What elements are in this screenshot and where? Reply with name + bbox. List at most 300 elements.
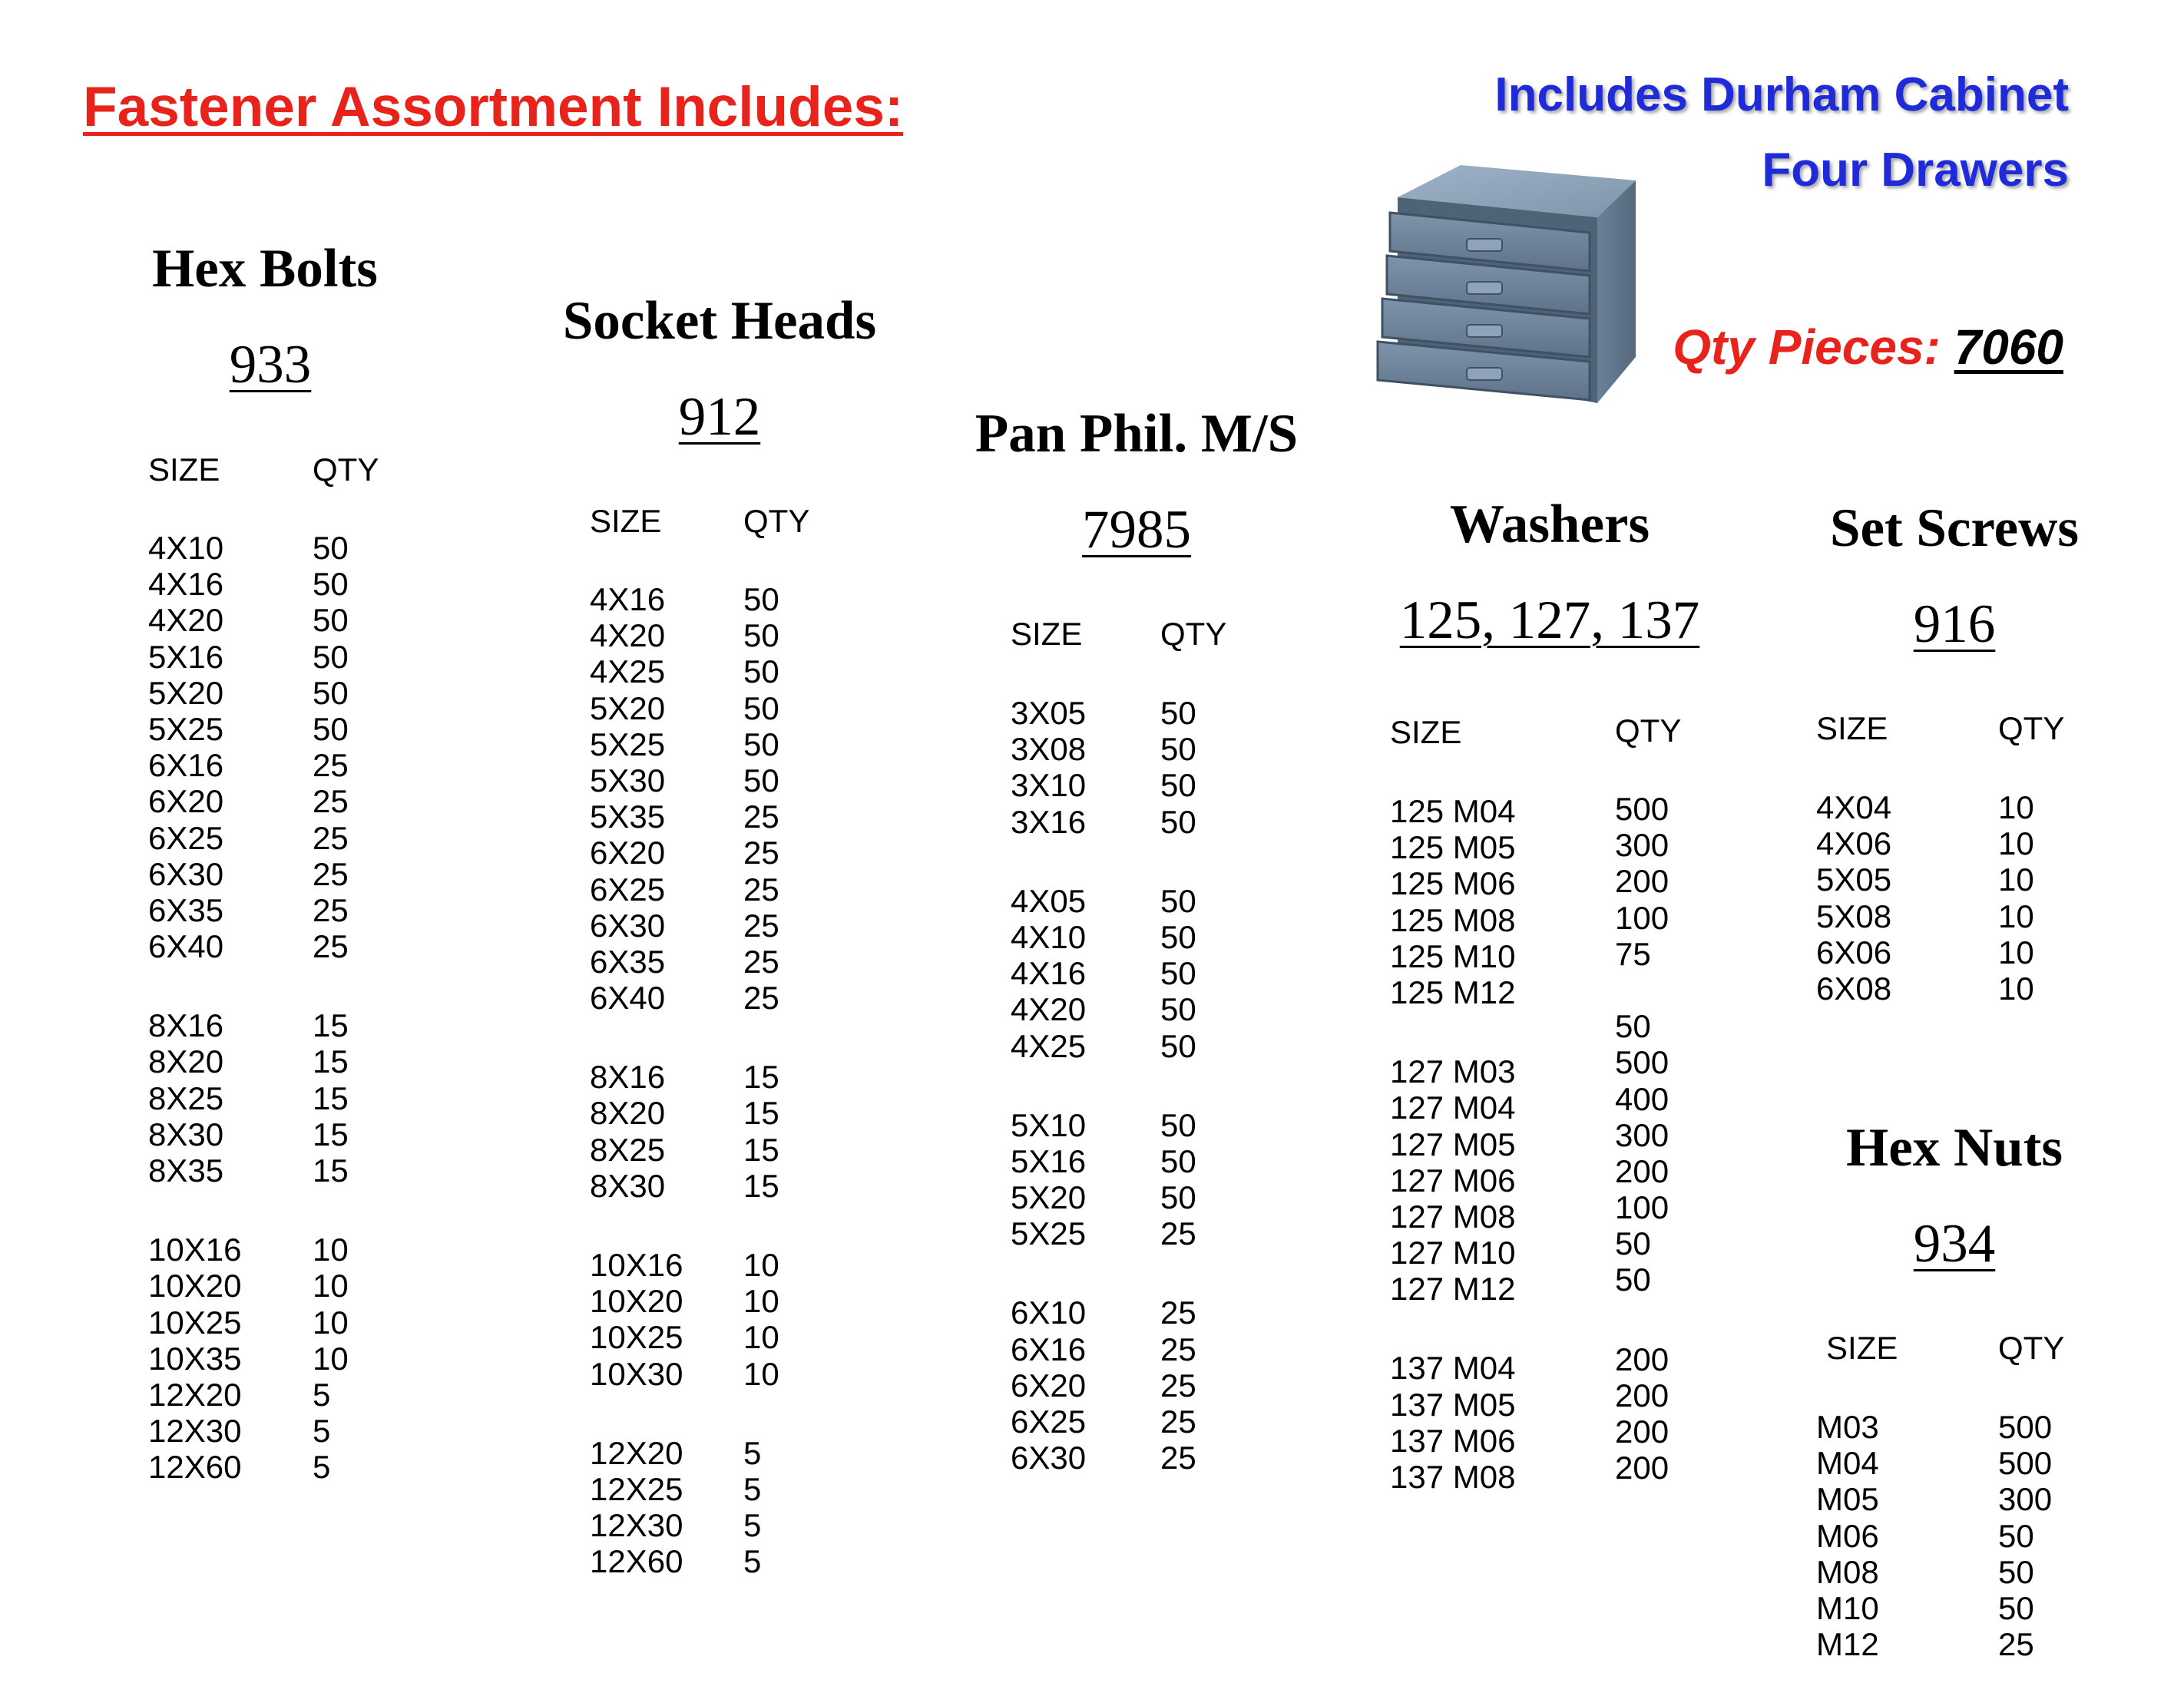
qty-cell: 50	[743, 653, 779, 690]
pan-phil-size-header: SIZE	[1011, 616, 1083, 652]
hex-nuts-title: Hex Nuts	[1845, 1118, 2063, 1178]
table-row	[1011, 695, 1196, 731]
list-item: 127 M12	[1390, 1271, 1516, 1308]
qty-cell: 5	[313, 1449, 331, 1486]
qty-cell: 15	[313, 1079, 349, 1116]
qty-cell: 50	[743, 762, 779, 798]
table-row	[148, 1268, 349, 1304]
size-cell: 6X06	[1816, 934, 1892, 970]
table-row	[1011, 1440, 1196, 1476]
list-item: 200	[1615, 1413, 1669, 1450]
set-screws-qty-header: QTY	[1998, 710, 2065, 746]
qty-cell: 10	[743, 1319, 779, 1356]
size-cell: 6X20	[590, 835, 666, 871]
size-cell: 6X40	[590, 980, 666, 1017]
group-gap	[1011, 840, 1086, 883]
size-cell: 12X20	[148, 1376, 242, 1413]
table-row	[1816, 1409, 2053, 1445]
group-gap	[590, 1392, 683, 1435]
pan-phil-table	[1011, 695, 1196, 1476]
table-row	[1011, 1179, 1196, 1216]
table-row	[1011, 991, 1196, 1028]
size-cell: 12X60	[590, 1543, 683, 1580]
size-cell: 6X10	[1011, 1294, 1087, 1331]
qty-cell: 15	[313, 1152, 349, 1189]
table-row	[1011, 731, 1196, 768]
list-item: 500	[1615, 791, 1669, 827]
table-row	[1011, 767, 1196, 804]
qty-cell: 25	[743, 943, 779, 980]
size-cell: M05	[1816, 1481, 1879, 1518]
table-row	[1011, 1215, 1196, 1252]
list-item: 50	[1615, 1225, 1651, 1262]
table-row	[148, 1340, 349, 1377]
table-row	[1816, 898, 2034, 934]
set-screws-title: Set Screws	[1829, 498, 2080, 558]
size-cell: 6X16	[1011, 1331, 1087, 1367]
table-row	[1011, 1403, 1196, 1440]
size-cell: 6X40	[148, 928, 224, 965]
qty-cell: 25	[1160, 1215, 1196, 1252]
qty-cell: 10	[1998, 789, 2034, 825]
size-cell: 5X16	[1011, 1142, 1087, 1179]
table-row	[590, 1543, 762, 1580]
qty-cell: 10	[1998, 898, 2034, 934]
size-cell: 5X20	[590, 689, 666, 726]
cabinet-line-2: Four Drawers	[1762, 144, 2069, 197]
list-item: 125 M08	[1390, 901, 1516, 938]
qty-cell: 10	[743, 1247, 779, 1283]
size-cell: 12X30	[590, 1507, 683, 1544]
hex-nuts-code: 934	[1913, 1214, 1996, 1274]
qty-cell: 15	[743, 1167, 779, 1204]
table-row	[148, 1152, 349, 1189]
size-cell: 10X20	[590, 1283, 683, 1320]
qty-cell: 300	[1998, 1481, 2053, 1518]
qty-cell: 10	[313, 1340, 349, 1377]
table-row	[590, 1095, 779, 1132]
table-row	[590, 1434, 762, 1471]
table-row	[1011, 918, 1196, 955]
size-cell: 10X35	[148, 1340, 242, 1377]
table-row	[590, 762, 779, 798]
table-row	[590, 726, 779, 762]
washers-qty-header: QTY	[1615, 712, 1682, 749]
size-cell: 6X30	[148, 855, 224, 892]
size-cell: 4X06	[1816, 825, 1892, 862]
table-row	[148, 928, 349, 965]
qty-cell: 25	[743, 871, 779, 908]
table-row	[148, 710, 349, 747]
pan-phil-qty-header: QTY	[1160, 616, 1227, 652]
size-cell: 4X05	[1011, 882, 1087, 919]
page-title: Fastener Assortment Includes:	[83, 76, 904, 138]
table-row	[1011, 882, 1196, 919]
qty-cell: 50	[1160, 955, 1196, 992]
hex-nuts-qty-header: QTY	[1998, 1330, 2065, 1366]
size-cell: 5X08	[1816, 898, 1892, 934]
table-row	[590, 1059, 779, 1096]
table-row	[148, 1079, 349, 1116]
group-gap	[148, 1189, 241, 1232]
qty-cell: 50	[313, 530, 349, 566]
qty-cell: 50	[1998, 1553, 2034, 1590]
qty-cell: 15	[743, 1131, 779, 1168]
washers-size-header: SIZE	[1390, 714, 1462, 750]
table-row	[1011, 1106, 1196, 1143]
size-cell: 8X25	[148, 1079, 224, 1116]
table-row	[1816, 1517, 2034, 1554]
washers-title: Washers	[1449, 494, 1650, 554]
table-row	[148, 1232, 349, 1268]
table-row	[148, 1376, 331, 1413]
size-cell: 6X20	[1011, 1367, 1087, 1403]
group-gap	[1011, 1064, 1086, 1107]
table-row	[590, 1131, 779, 1168]
list-item: 137 M05	[1390, 1386, 1516, 1423]
table-row	[590, 617, 779, 654]
size-cell: M03	[1816, 1409, 1879, 1445]
list-item: 400	[1615, 1080, 1669, 1117]
table-row	[590, 1247, 779, 1283]
qty-cell: 25	[1160, 1440, 1196, 1476]
qty-cell: 50	[1160, 1027, 1196, 1064]
table-row	[148, 1116, 349, 1152]
qty-cell: 25	[1160, 1367, 1196, 1403]
table-row	[148, 855, 349, 892]
table-row	[1816, 970, 2034, 1007]
size-cell: 5X25	[1011, 1215, 1087, 1252]
table-row	[1816, 1553, 2034, 1590]
table-row	[148, 1043, 349, 1080]
table-row	[1011, 803, 1196, 840]
size-cell: 3X10	[1011, 767, 1087, 804]
size-cell: 6X25	[1011, 1403, 1087, 1440]
washers-qty-column	[1615, 791, 1669, 1486]
size-cell: 8X16	[590, 1059, 666, 1096]
group-gap	[1390, 1010, 1515, 1053]
qty-cell: 50	[1998, 1589, 2034, 1626]
table-row	[1816, 1445, 2053, 1482]
qty-cell: 50	[743, 726, 779, 762]
qty-cell: 50	[1160, 1179, 1196, 1216]
socket-heads-qty-header: QTY	[743, 503, 810, 539]
size-cell: 12X25	[590, 1470, 683, 1507]
qty-cell: 50	[1160, 1142, 1196, 1179]
table-row	[590, 798, 779, 835]
table-row	[590, 980, 779, 1017]
qty-cell: 50	[313, 638, 349, 675]
size-cell: 6X25	[148, 819, 224, 856]
size-cell: 5X16	[148, 638, 224, 675]
table-row	[1816, 1626, 2034, 1663]
qty-cell: 50	[313, 566, 349, 603]
size-cell: 5X25	[590, 726, 666, 762]
size-cell: 4X25	[1011, 1027, 1087, 1064]
set-screws-size-header: SIZE	[1816, 710, 1888, 746]
qty-cell: 25	[1160, 1403, 1196, 1440]
qty-cell: 5	[313, 1376, 331, 1413]
size-cell: 10X25	[590, 1319, 683, 1356]
qty-cell: 25	[313, 855, 349, 892]
washers-code: 125, 127, 137	[1399, 590, 1700, 650]
group-gap	[590, 1016, 683, 1059]
table-row	[148, 747, 349, 784]
washers-size-column	[1390, 793, 1515, 1495]
qty-cell: 50	[1160, 803, 1196, 840]
socket-heads-code: 912	[678, 387, 761, 447]
size-cell: 8X20	[590, 1095, 666, 1132]
list-item: 50	[1615, 1261, 1651, 1298]
size-cell: 6X16	[148, 747, 224, 784]
table-row	[1011, 955, 1196, 992]
table-row	[590, 1167, 779, 1204]
table-row	[148, 638, 349, 675]
qty-cell: 50	[1998, 1517, 2034, 1554]
table-row	[148, 1449, 331, 1486]
qty-cell: 10	[313, 1304, 349, 1341]
size-cell: 4X04	[1816, 789, 1892, 825]
qty-cell: 25	[313, 747, 349, 784]
qty-cell: 5	[743, 1543, 762, 1580]
qty-cell: 10	[1998, 825, 2034, 862]
size-cell: 4X25	[590, 653, 666, 690]
group-gap	[1011, 1251, 1086, 1294]
size-cell: 6X30	[590, 907, 666, 944]
list-item: 200	[1615, 1450, 1669, 1486]
size-cell: 4X10	[148, 530, 224, 566]
group-gap	[1390, 1307, 1515, 1350]
list-item: 75	[1615, 935, 1651, 972]
size-cell: 10X25	[148, 1304, 242, 1341]
qty-cell: 10	[743, 1355, 779, 1392]
table-row	[148, 1007, 349, 1044]
table-row	[1816, 1589, 2034, 1626]
table-row	[590, 689, 779, 726]
list-item: 200	[1615, 863, 1669, 900]
qty-cell: 25	[313, 819, 349, 856]
table-row	[148, 1304, 349, 1341]
pan-phil-title: Pan Phil. M/S	[975, 404, 1299, 464]
size-cell: M12	[1816, 1626, 1879, 1663]
qty-pieces-label: Qty Pieces:	[1673, 319, 1941, 375]
size-cell: 8X16	[148, 1007, 224, 1044]
list-item: 500	[1615, 1044, 1669, 1081]
table-row	[1011, 1367, 1196, 1403]
size-cell: 12X20	[590, 1434, 683, 1471]
hex-nuts-size-header: SIZE	[1826, 1330, 1898, 1366]
size-cell: 4X16	[1011, 955, 1087, 992]
table-row	[590, 1507, 762, 1544]
hex-bolts-qty-header: QTY	[313, 451, 379, 488]
size-cell: 3X08	[1011, 731, 1087, 768]
size-cell: M04	[1816, 1445, 1879, 1482]
qty-cell: 50	[313, 602, 349, 639]
table-row	[1816, 861, 2034, 898]
list-item: 300	[1615, 1116, 1669, 1153]
size-cell: M08	[1816, 1553, 1879, 1590]
size-cell: 5X35	[590, 798, 666, 835]
size-cell: 5X05	[1816, 861, 1892, 898]
size-cell: 6X08	[1816, 970, 1892, 1007]
size-cell: 6X30	[1011, 1440, 1087, 1476]
hex-bolts-title: Hex Bolts	[152, 239, 378, 299]
pan-phil-code: 7985	[1082, 500, 1191, 560]
qty-cell: 50	[743, 617, 779, 654]
list-item: 127 M03	[1390, 1053, 1516, 1090]
qty-cell: 25	[743, 907, 779, 944]
cabinet-line-1: Includes Durham Cabinet	[1494, 68, 2069, 121]
size-cell: 10X20	[148, 1268, 242, 1304]
qty-cell: 5	[743, 1470, 762, 1507]
list-item: 100	[1615, 899, 1669, 936]
size-cell: 10X16	[148, 1232, 242, 1268]
qty-cell: 5	[743, 1434, 762, 1471]
size-cell: 10X16	[590, 1247, 683, 1283]
table-row	[1011, 1142, 1196, 1179]
list-item: 300	[1615, 827, 1669, 864]
qty-cell: 15	[743, 1059, 779, 1096]
table-row	[148, 602, 349, 639]
qty-cell: 25	[313, 891, 349, 928]
qty-pieces	[1673, 319, 2063, 375]
size-cell: 8X30	[148, 1116, 224, 1152]
hex-bolts-size-header: SIZE	[148, 451, 220, 488]
size-cell: 5X30	[590, 762, 666, 798]
qty-cell: 15	[313, 1043, 349, 1080]
list-item: 137 M04	[1390, 1350, 1516, 1387]
table-row	[590, 907, 779, 944]
size-cell: 4X20	[1011, 991, 1087, 1028]
table-row	[148, 1413, 331, 1450]
list-item: 137 M08	[1390, 1459, 1516, 1495]
qty-cell: 50	[743, 689, 779, 726]
list-item: 200	[1615, 1341, 1669, 1377]
table-row	[1011, 1027, 1196, 1064]
list-item: 127 M08	[1390, 1198, 1516, 1235]
qty-cell: 25	[1160, 1294, 1196, 1331]
qty-cell: 15	[743, 1095, 779, 1132]
drawer-cabinet-image	[1359, 157, 1643, 422]
qty-cell: 15	[313, 1007, 349, 1044]
qty-cell: 25	[313, 783, 349, 820]
hex-bolts-code: 933	[229, 335, 312, 395]
hex-nuts-table	[1816, 1409, 2053, 1663]
size-cell: 4X10	[1011, 918, 1087, 955]
qty-cell: 25	[743, 798, 779, 835]
qty-cell: 50	[1160, 991, 1196, 1028]
qty-cell: 15	[313, 1116, 349, 1152]
table-row	[590, 871, 779, 908]
size-cell: 10X30	[590, 1355, 683, 1392]
table-row	[148, 819, 349, 856]
size-cell: 5X20	[1011, 1179, 1087, 1216]
table-row	[148, 783, 349, 820]
size-cell: 3X16	[1011, 803, 1087, 840]
list-item: 127 M10	[1390, 1235, 1516, 1271]
set-screws-code: 916	[1913, 594, 1996, 654]
table-row	[1011, 1294, 1196, 1331]
qty-cell: 10	[313, 1232, 349, 1268]
size-cell: 4X20	[148, 602, 224, 639]
size-cell: 4X16	[148, 566, 224, 603]
size-cell: 4X20	[590, 617, 666, 654]
list-item: 200	[1615, 1377, 1669, 1413]
list-item: 125 M04	[1390, 793, 1516, 829]
qty-cell: 5	[313, 1413, 331, 1450]
size-cell: 8X20	[148, 1043, 224, 1080]
socket-heads-size-header: SIZE	[590, 503, 662, 539]
size-cell: 8X30	[590, 1167, 666, 1204]
socket-heads-title: Socket Heads	[562, 291, 877, 351]
qty-cell: 25	[743, 980, 779, 1017]
list-item: 127 M05	[1390, 1126, 1516, 1162]
list-item: 125 M06	[1390, 865, 1516, 902]
group-gap	[1615, 1298, 1669, 1341]
qty-cell: 10	[313, 1268, 349, 1304]
list-item: 137 M06	[1390, 1422, 1516, 1459]
table-row	[148, 566, 349, 603]
size-cell: 4X16	[590, 581, 666, 617]
group-gap	[590, 1204, 683, 1247]
qty-cell: 50	[743, 581, 779, 617]
table-row	[1816, 934, 2034, 970]
size-cell: 6X35	[148, 891, 224, 928]
size-cell: 5X25	[148, 710, 224, 747]
size-cell: 8X25	[590, 1131, 666, 1168]
size-cell: 12X30	[148, 1413, 242, 1450]
table-row	[1816, 1481, 2053, 1518]
group-gap	[148, 964, 241, 1007]
table-row	[590, 1319, 779, 1356]
table-row	[590, 653, 779, 690]
qty-cell: 50	[1160, 882, 1196, 919]
list-item: 50	[1615, 1008, 1651, 1045]
set-screws-table	[1816, 789, 2034, 1007]
qty-cell: 25	[1998, 1626, 2034, 1663]
table-row	[590, 1283, 779, 1320]
table-row	[148, 674, 349, 711]
qty-cell: 10	[1998, 861, 2034, 898]
list-item: 100	[1615, 1189, 1669, 1226]
qty-cell: 50	[313, 710, 349, 747]
qty-cell: 50	[1160, 1106, 1196, 1143]
size-cell: 6X20	[148, 783, 224, 820]
table-row	[590, 1355, 779, 1392]
size-cell: 5X20	[148, 674, 224, 711]
qty-cell: 50	[1160, 695, 1196, 731]
list-item	[1615, 972, 1669, 1008]
list-item: 127 M04	[1390, 1089, 1516, 1126]
table-row	[590, 1470, 762, 1507]
qty-pieces-value: 7060	[1954, 319, 2063, 375]
size-cell: 6X25	[590, 871, 666, 908]
table-row	[148, 530, 349, 566]
size-cell: M06	[1816, 1517, 1879, 1554]
hex-bolts-table	[148, 530, 349, 1486]
list-item: 200	[1615, 1152, 1669, 1189]
qty-cell: 25	[1160, 1331, 1196, 1367]
qty-cell: 50	[313, 674, 349, 711]
list-item: 127 M06	[1390, 1162, 1516, 1198]
qty-cell: 50	[1160, 767, 1196, 804]
qty-cell: 5	[743, 1507, 762, 1544]
size-cell: M10	[1816, 1589, 1879, 1626]
table-row	[1816, 789, 2034, 825]
list-item: 125 M10	[1390, 937, 1516, 974]
qty-cell: 10	[1998, 934, 2034, 970]
size-cell: 12X60	[148, 1449, 242, 1486]
